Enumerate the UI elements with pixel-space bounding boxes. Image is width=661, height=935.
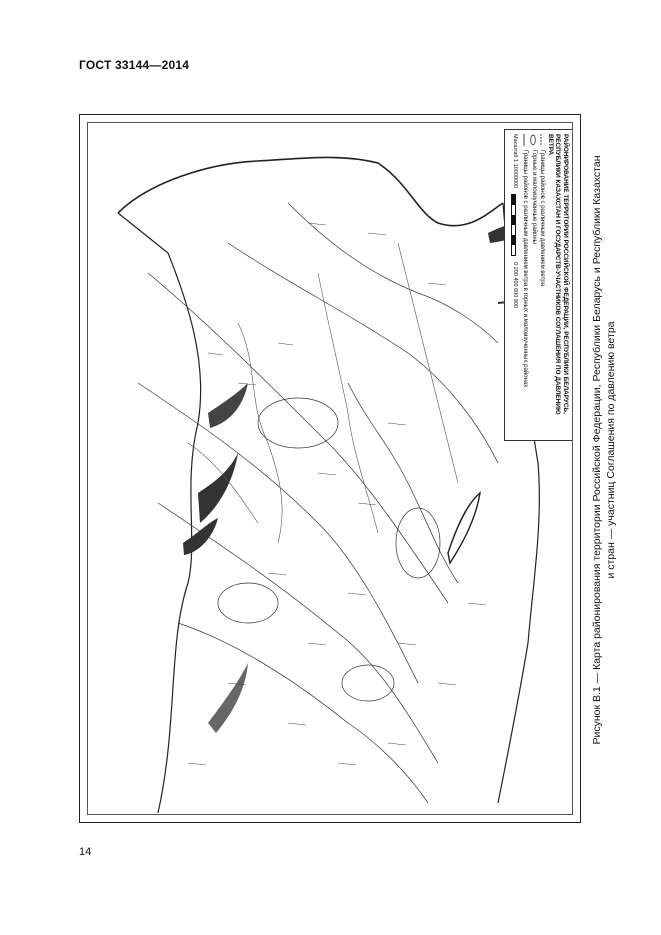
coastline-south — [118, 213, 201, 813]
caption-line2: и стран — участниц Соглашения по давлению ветра — [605, 321, 617, 579]
page-number: 14 — [79, 846, 92, 858]
legend-item-boundaries — [538, 134, 546, 436]
rivers — [188, 243, 458, 543]
legend-item2-label: Горные и малоизученные районы — [530, 150, 537, 244]
place-name-marks — [188, 223, 486, 765]
figure-caption — [590, 150, 630, 750]
map-legend — [504, 129, 573, 441]
legend-title-line1: РАЙОНИРОВАНИЕ ТЕРРИТОРИИ РОССИЙСКОЙ ФЕДЕРАЦИИ, РЕСПУБЛИКИ БЕЛАРУСЬ, — [562, 134, 569, 414]
island-novaya-zemlya — [198, 453, 238, 523]
caspian-sea — [208, 663, 248, 733]
lake-baikal — [448, 493, 480, 563]
legend-item3-label: Границы районов с различным давлением ветра в горных и малоизученных районах — [522, 150, 529, 388]
mountain-area-icon — [530, 134, 536, 146]
mountain-boundary-icon — [521, 134, 527, 146]
legend-item-mountain — [529, 134, 537, 436]
scale-label: Масштаб 1:10000000 — [511, 134, 518, 189]
legend-item1-label: Границы районов с различным давлением ветра — [539, 150, 546, 287]
island-arctic-2 — [208, 383, 248, 428]
scale-bar — [511, 194, 516, 256]
legend-title-line2: РЕСПУБЛИКИ КАЗАХСТАН И ГОСУДАРСТВ-УЧАСТНИКОВ СОГЛАШЕНИЯ ПО ДАВЛЕНИЮ ВЕТРА — [546, 134, 562, 415]
caption-line1: Рисунок В.1 — Карта районирования территории Российской Федерации, Республики Беларусь и Республики Казахстан — [591, 155, 603, 745]
map-area — [87, 122, 573, 815]
wind-zone-map — [88, 123, 573, 815]
legend-item-mountain-boundaries — [521, 134, 529, 436]
legend-scale — [510, 134, 518, 436]
scale-ticks: 0 200 400 600 800 — [511, 262, 518, 309]
map-frame — [79, 114, 581, 823]
coastline-arctic — [118, 157, 503, 225]
standard-designation: ГОСТ 33144—2014 — [79, 58, 190, 72]
boundary-line-icon — [538, 134, 544, 146]
zone-boundaries — [138, 203, 498, 803]
